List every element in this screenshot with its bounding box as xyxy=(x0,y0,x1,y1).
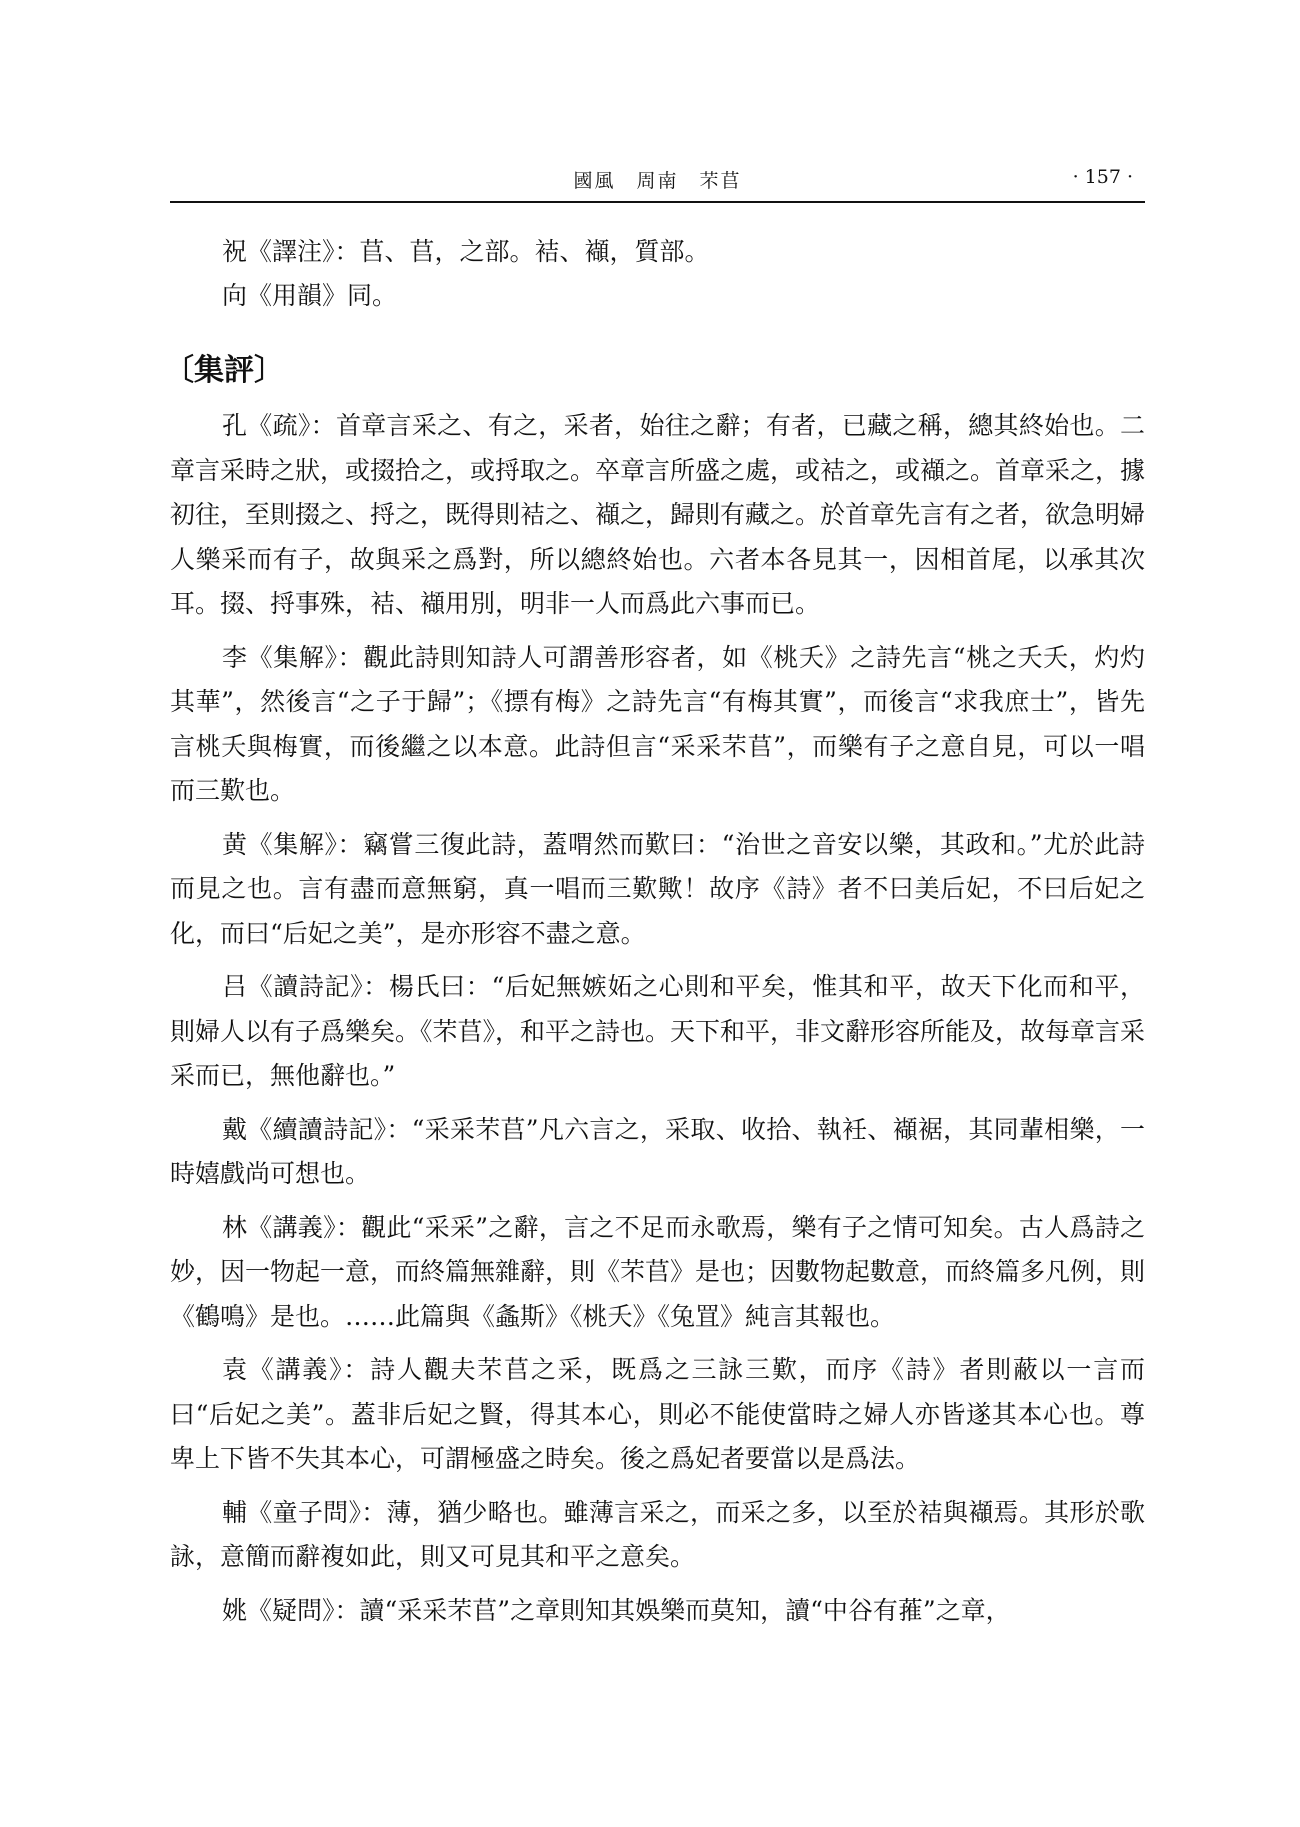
commentary-paragraph: 吕《讀詩記》：楊氏曰：“后妃無嫉妬之心則和平矣，惟其和平，故天下化而和平，則婦人以有子爲樂矣。《芣苢》，和平之詩也。天下和平，非文辭形容所能及，故每章言采采而已，無他辭也。” xyxy=(170,972,1146,1090)
commentary-paragraph: 林《講義》：觀此“采采”之辭，言之不足而永歌焉，樂有子之情可知矣。古人爲詩之妙，因一物起一意，而終篇無雜辭，則《芣苢》是也；因數物起數意，而終篇多凡例，則《鶴鳴》是也。……此篇與《螽斯》《桃夭》《兔罝》純言其報也。 xyxy=(170,1212,1146,1331)
commentary-paragraph: 輔《童子問》：薄，猶少略也。雖薄言采之，而采之多，以至於袺與襭焉。其形於歌詠，意簡而辭複如此，則又可見其和平之意矣。 xyxy=(170,1497,1145,1571)
commentary-paragraph: 袁《講義》：詩人觀夫芣苢之采，既爲之三詠三歎，而序《詩》者則蔽以一言而曰“后妃之美”。蓋非后妃之賢，得其本心，則必不能使當時之婦人亦皆遂其本心也。尊卑上下皆不失其本心，可謂極盛之時矣。後之爲妃者要當以是爲法。 xyxy=(170,1355,1145,1473)
commentary-paragraph: 孔《疏》：首章言采之、有之，采者，始往之辭；有者，已藏之稱，總其終始也。二章言采時之狀，或掇拾之，或捋取之。卒章言所盛之處，或袺之，或襭之。首章采之，據初往，至則掇之、捋之，既得則袺之、襭之，歸則有藏之。於首章先言有之者，欲急明婦人樂采而有子，故與采之爲對，所以總終始也。六者本各見其一，因相首尾，以承其次耳。掇、捋事殊，袺、襭用別，明非一人而爲此六事而已。 xyxy=(170,411,1146,618)
running-header xyxy=(170,160,1145,200)
page-number: · 157 · xyxy=(1072,166,1133,188)
section-heading: 〔集評〕 xyxy=(164,353,284,388)
intro-line: 祝《譯注》：苢、苢，之部。袺、襭，質部。 xyxy=(222,237,710,266)
intro-line: 向《用韻》同。 xyxy=(222,281,398,310)
page-body xyxy=(164,230,1146,1642)
running-header-title: 國風 周南 芣苢 xyxy=(573,170,742,192)
commentary-paragraph: 戴《續讀詩記》：“采采芣苢”凡六言之，采取、收拾、執衽、襭裾，其同輩相樂，一時嬉戲尚可想也。 xyxy=(170,1114,1145,1188)
header-rule xyxy=(170,201,1145,203)
commentary-paragraph: 姚《疑問》：讀“采采芣苢”之章則知其娛樂而莫知，讀“中谷有蓷”之章， xyxy=(222,1595,1011,1625)
commentary-paragraph: 李《集解》：觀此詩則知詩人可謂善形容者，如《桃夭》之詩先言“桃之夭夭，灼灼其華”，然後言“之子于歸”；《摽有梅》之詩先言“有梅其實”，而後言“求我庶士”，皆先言桃夭與梅實，而後繼之以本意。此詩但言“采采芣苢”，而樂有子之意自見，可以一唱而三歎也。 xyxy=(170,642,1145,805)
commentary-paragraph: 黄《集解》：竊嘗三復此詩，蓋喟然而歎曰：“治世之音安以樂，其政和。”尤於此詩而見之也。言有盡而意無窮，真一唱而三歎歟！故序《詩》者不曰美后妃，不曰后妃之化，而曰“后妃之美”，是亦形容不盡之意。 xyxy=(170,829,1145,948)
